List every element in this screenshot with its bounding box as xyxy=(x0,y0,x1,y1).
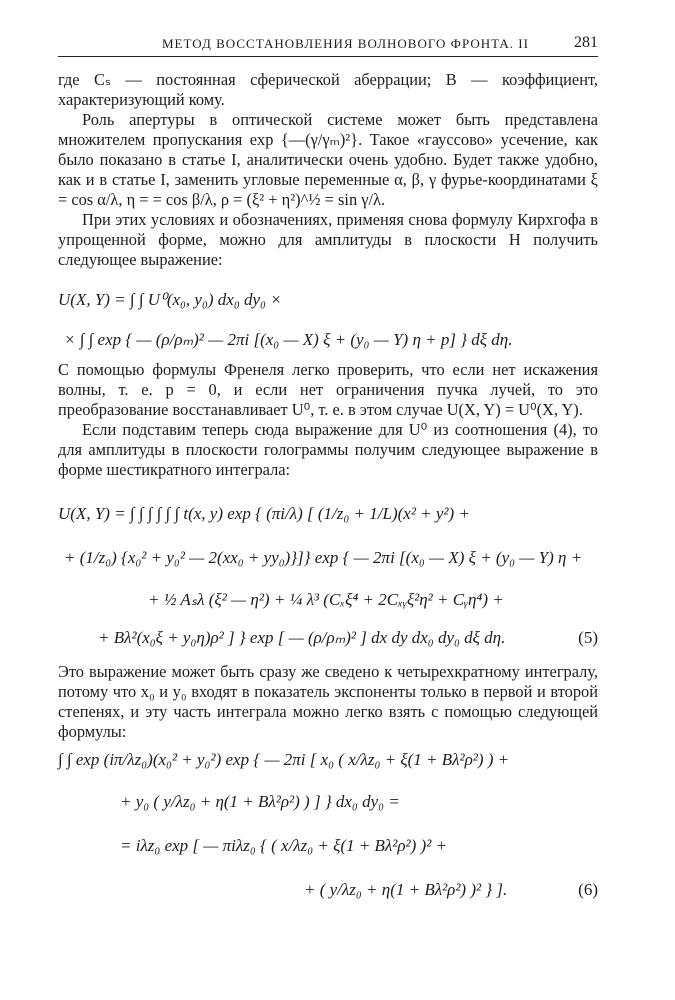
equation-text: + ( y/λz₀ + η(1 + Bλ²ρ²) )² } ]. xyxy=(304,880,508,899)
equation-line xyxy=(58,740,598,780)
equation-label: (6) xyxy=(578,880,598,899)
text-block-2 xyxy=(58,360,598,480)
text-block-1 xyxy=(58,70,598,270)
equation-line xyxy=(58,618,598,658)
equation-text: U(X, Y) = ∫ ∫ U⁰(x₀, y₀) dx₀ dy₀ × xyxy=(58,290,282,309)
paragraph-aberration: где Cₛ — постоянная сферической аберрации; B — коэффициент, характеризующий кому. xyxy=(58,70,598,109)
equation-line xyxy=(58,320,598,360)
equation-text: + y₀ ( y/λz₀ + η(1 + Bλ²ρ²) ) ] } dx₀ dy₀ = xyxy=(120,792,400,811)
paragraph-fresnel: С помощью формулы Френеля легко проверить, что если нет искажения волны, т. е. p = 0, и если нет ограничения пучка лучей, то это преобразование восстанавливает U⁰, т. е. в этом случае U(X, Y) = U⁰(X, Y). xyxy=(58,360,598,419)
equation-text: + ½ Aₛλ (ξ² — η²) + ¼ λ³ (Cₓξ⁴ + 2Cₓᵧξ²η² + Cᵧη⁴) + xyxy=(148,590,504,609)
equation-label: (5) xyxy=(578,628,598,647)
header-rule xyxy=(58,56,598,57)
equation-text: × ∫ ∫ exp { — (ρ/ρₘ)² — 2πi [(x₀ — X) ξ + (y₀ — Y) η + p] } dξ dη. xyxy=(64,330,513,349)
equation-line xyxy=(58,538,598,578)
equation-line xyxy=(58,826,598,866)
paragraph-kirchhoff: При этих условиях и обозначениях, применяя снова формулу Кирхгофа в упрощенной форме, можно для амплитуды в плоскости H получить следующее выражение: xyxy=(58,210,598,269)
paragraph-aperture: Роль апертуры в оптической системе может быть представлена множителем пропускания exp {—(γ/γₘ)²}. Такое «гауссово» усечение, как было показано в статье I, аналитически очень удобно. Будет также удобно, как и в статье I, заменить угловые переменные α, β, γ фурье-координатами ξ = cos α/λ, η = = cos β/λ, ρ = (ξ² + η²)^½ = sin γ/λ. xyxy=(58,110,598,209)
paragraph-reduction: Это выражение может быть сразу же сведено к четырехкратному интегралу, потому что x₀ и y₀ входят в показатель экспоненты только в первой и второй степенях, и эту часть интеграла можно легко взять с помощью следующей формулы: xyxy=(58,662,598,741)
equation-text: U(X, Y) = ∫ ∫ ∫ ∫ ∫ ∫ t(x, y) exp { (πi/λ) [ (1/z₀ + 1/L)(x² + y²) + xyxy=(58,504,470,523)
equation-line xyxy=(58,580,598,620)
page-number: 281 xyxy=(574,34,598,51)
paragraph-substitution: Если подставим теперь сюда выражение для U⁰ из соотношения (4), то для амплитуды в плоскости голограммы получим следующее выражение в форме шестикратного интеграла: xyxy=(58,420,598,479)
equation-text: + (1/z₀) {x₀² + y₀² — 2(xx₀ + yy₀)}]} exp { — 2πi [(x₀ — X) ξ + (y₀ — Y) η + xyxy=(64,548,583,567)
equation-line xyxy=(58,280,598,320)
equation-text: = iλz₀ exp [ — πiλz₀ { ( x/λz₀ + ξ(1 + Bλ²ρ²) )² + xyxy=(120,836,448,855)
running-header xyxy=(58,36,598,62)
equation-text: ∫ ∫ exp (iπ/λz₀)(x₀² + y₀²) exp { — 2πi [ x₀ ( x/λz₀ + ξ(1 + Bλ²ρ²) ) + xyxy=(58,750,510,769)
text-block-3 xyxy=(58,662,598,742)
equation-line xyxy=(58,870,598,910)
running-title: МЕТОД ВОССТАНОВЛЕНИЯ ВОЛНОВОГО ФРОНТА. II xyxy=(162,36,529,51)
equation-text: + Bλ²(x₀ξ + y₀η)ρ² ] } exp [ — (ρ/ρₘ)² ] dx dy dx₀ dy₀ dξ dη. xyxy=(98,628,506,647)
equation-line xyxy=(58,494,598,534)
equation-line xyxy=(58,782,598,822)
